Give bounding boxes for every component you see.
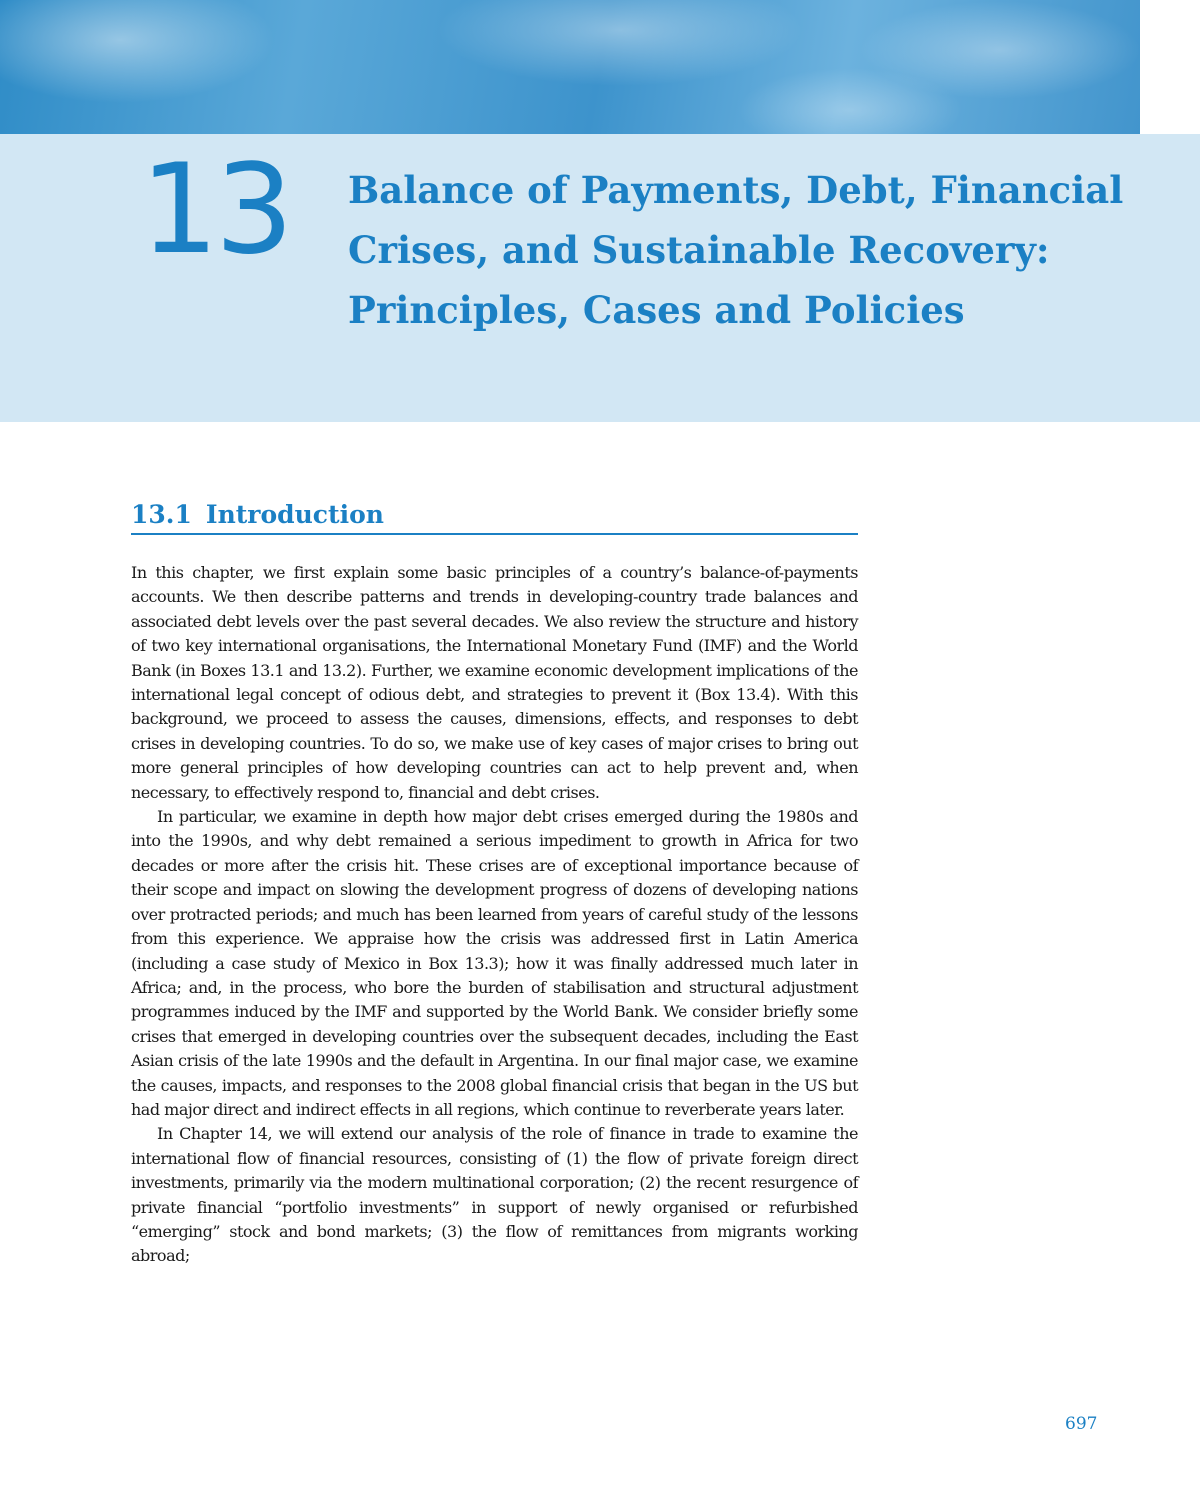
section-number: 13.1 <box>131 500 192 529</box>
section-heading <box>131 500 858 535</box>
chapter-title: Balance of Payments, Debt, Financial Crises, and Sustainable Recovery: Principles, Cases and Policies <box>348 168 1124 332</box>
paragraph: In Chapter 14, we will extend our analysis of the role of finance in trade to examine the international flow of financial resources, consisting of (1) the flow of private foreign direct investments, primarily via the modern multinational corporation; (2) the recent resurgence of private financial “portfolio investments” in support of newly organised or refurbished “emerging” stock and bond markets; (3) the flow of remittances from migrants working abroad; <box>131 1124 858 1266</box>
body-text <box>131 561 858 1269</box>
paragraph: In particular, we examine in depth how major debt crises emerged during the 1980s and into the 1990s, and why debt remained a serious impediment to growth in Africa for two decades or more after the crisis hit. These crises are of exceptional importance because of their scope and impact on slowing the development progress of dozens of developing nations over protracted periods; and much has been learned from years of careful study of the lessons from this experience. We appraise how the crisis was addressed first in Latin America (including a case study of Mexico in Box 13.3); how it was finally addressed much later in Africa; and, in the process, who bore the burden of stabilisation and structural adjustment programmes induced by the IMF and supported by the World Bank. We consider briefly some crises that emerged in developing countries over the subsequent decades, including the East Asian crisis of the late 1990s and the default in Argentina. In our final major case, we examine the causes, impacts, and responses to the 2008 global financial crisis that began in the US but had major direct and indirect effects in all regions, which continue to reverberate years later. <box>131 807 858 1119</box>
page-number: 697 <box>1065 1414 1098 1434</box>
chapter-number: 13 <box>140 138 290 282</box>
section-title: Introduction <box>205 500 384 529</box>
paragraph: In this chapter, we first explain some basic principles of a country’s balance-of-payments accounts. We then describe patterns and trends in developing-country trade balances and associated debt levels over the past several decades. We also review the structure and history of two key international organisations, the International Monetary Fund (IMF) and the World Bank (in Boxes 13.1 and 13.2). Further, we examine economic development implications of the international legal concept of odious debt, and strategies to prevent it (Box 13.4). With this background, we proceed to assess the causes, dimensions, effects, and responses to debt crises in developing countries. To do so, we make use of key cases of major crises to bring out more general principles of how developing countries can act to help prevent and, when necessary, to effectively respond to, financial and debt crises. <box>131 563 858 802</box>
header-banner-image <box>0 0 1200 134</box>
